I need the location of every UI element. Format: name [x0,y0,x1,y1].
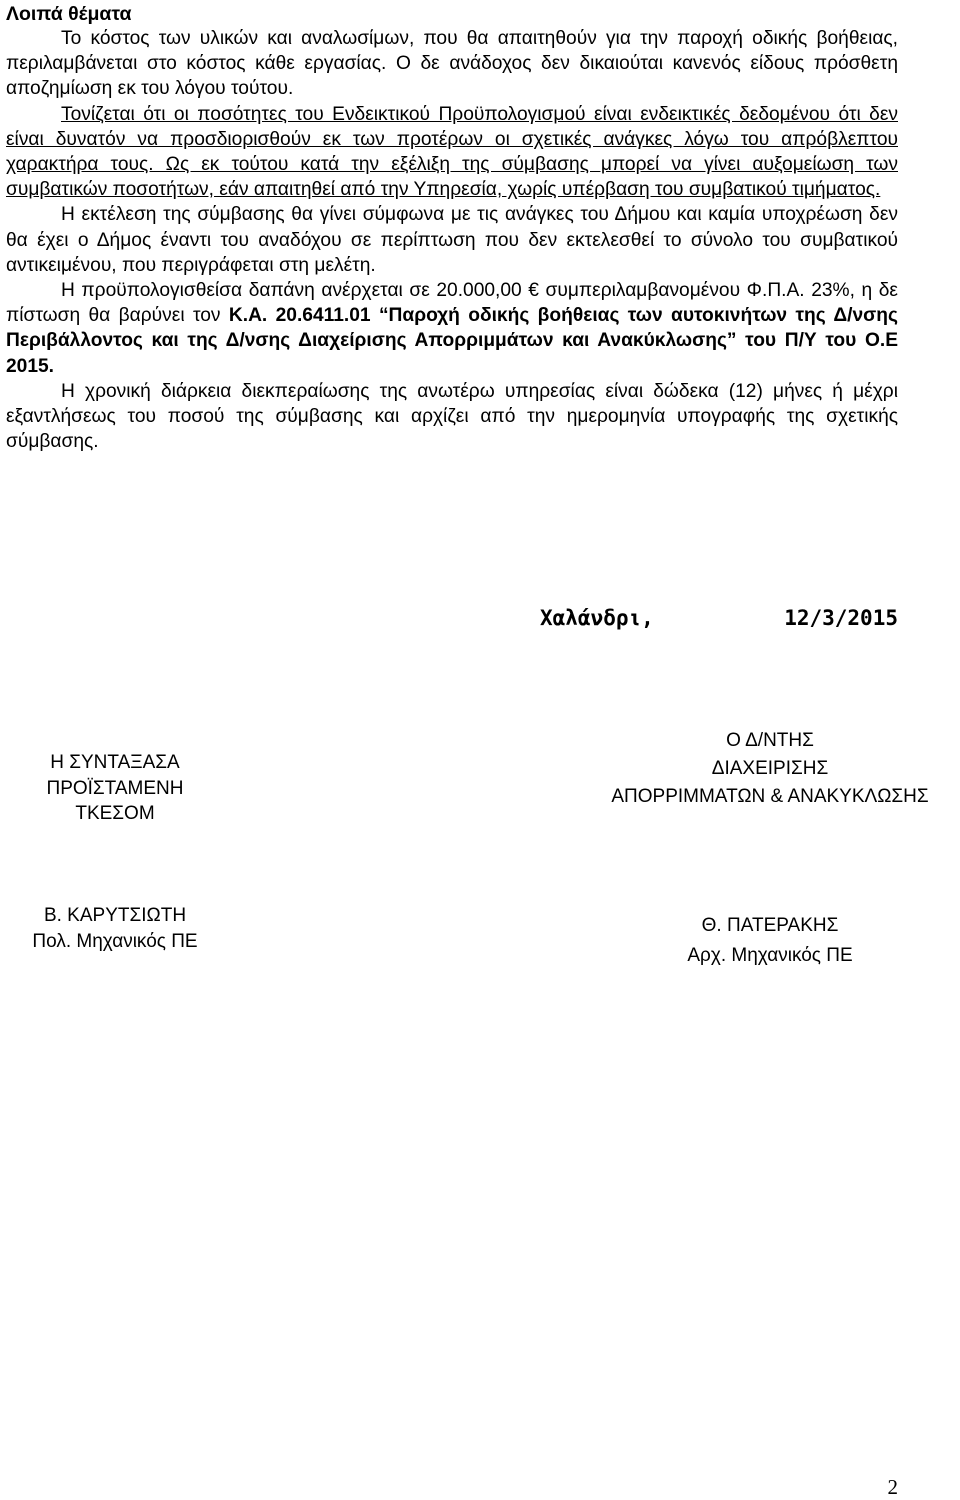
title-line: Η ΣΥΝΤΑΞΑΣΑ [50,752,180,773]
page-number: 2 [887,1475,898,1499]
signatory-role: Αρχ. Μηχανικός ΠΕ [687,945,853,966]
budget-text: Η προϋπολογισθείσα δαπάνη ανέρχεται σε 20.000,00 € συμπεριλαμβανομένου Φ.Π.Α. 23%, η δε πίστωση θα βαρύνει τον [6,280,898,327]
right-signatory-title [578,727,960,811]
paragraph-duration: Η χρονική διάρκεια διεκπεραίωσης της ανωτέρω υπηρεσίας είναι δώδεκα (12) μήνες ή μέχρι εξαντλήσεως του ποσού της σύμβασης και αρχίζει από την ημερομηνία υπογραφής της σχετικής σύμβασης. [6,380,898,453]
title-line: ΠΡΟΪΣΤΑΜΕΝΗ [46,777,184,799]
document-body [6,26,898,454]
paragraph-materials-cost: Το κόστος των υλικών και αναλωσίμων, που θα απαιτηθούν για την παροχή οδικής βοήθειας, περιλαμβάνεται στο κόστος κάθε εργασίας. Ο δε ανάδοχος δεν δικαιούται κανενός είδους πρόσθετη αποζημίωση εκ του λόγου τούτου. [6,28,898,100]
place: Χαλάνδρι, [540,606,654,630]
budget-code-bold: Κ.Α. 20.6411.01 “Παροχή οδικής βοήθειας των αυτοκινήτων της Δ/νσης Περιβάλλοντος και της Δ/νσης Διαχείρισης Απορριμμάτων και Ανακύκλωσης” του Π/Υ του Ο.Ε 2015. [6,305,898,377]
paragraph-budget [6,278,898,379]
paragraph-execution: Η εκτέλεση της σύμβασης θα γίνει σύμφωνα με τις ανάγκες του Δήμου και καμία υποχρέωση δεν θα έχει ο Δήμος έναντι του αναδόχου σε περίπτωση που δεν εκτελεσθεί το σύνολο του συμβατικού αντικειμένου, που περιγράφεται στη μελέτη. [6,204,898,276]
underlined-text: Τονίζεται ότι οι ποσότητες του Ενδεικτικού Προϋπολογισμού είναι ενδεικτικές δεδομένου ότι δεν είναι δυνατόν να προσδιορισθούν εκ των προτέρων οι σχετικές ανάγκες λόγω του απρόβλεπτου χαρακτήρα τους. Ως εκ τούτου κατά την εξέλιξη της σύμβασης μπορεί να γίνει αυξομείωση των συμβατικών ποσοτήτων, εάν απαιτηθεί από την Υπηρεσία, χωρίς υπέρβαση του συμβατικού τιμήματος. [6,103,898,201]
title-line: ΔΙΑΧΕΙΡΙΣΗΣ [711,758,829,779]
right-signatory-name [650,911,890,971]
title-line: ΑΠΟΡΡΙΜΜΑΤΩΝ & ΑΝΑΚΥΚΛΩΣΗΣ [611,786,929,807]
left-signatory-name [0,903,230,954]
signatory-role: Πολ. Μηχανικός ΠΕ [32,930,198,952]
section-heading: Λοιπά θέματα [6,3,132,25]
title-line: Ο Δ/ΝΤΗΣ [726,730,814,751]
title-line: ΤΚΕΣΟΜ [75,803,155,824]
signatory-name: Β. ΚΑΡΥΤΣΙΩΤΗ [43,905,187,926]
signatory-name: Θ. ΠΑΤΕΡΑΚΗΣ [701,915,839,936]
paragraph-quantities-note [6,102,898,203]
left-signatory-title [10,750,220,827]
place-date-line [540,606,898,630]
date: 12/3/2015 [784,606,898,630]
